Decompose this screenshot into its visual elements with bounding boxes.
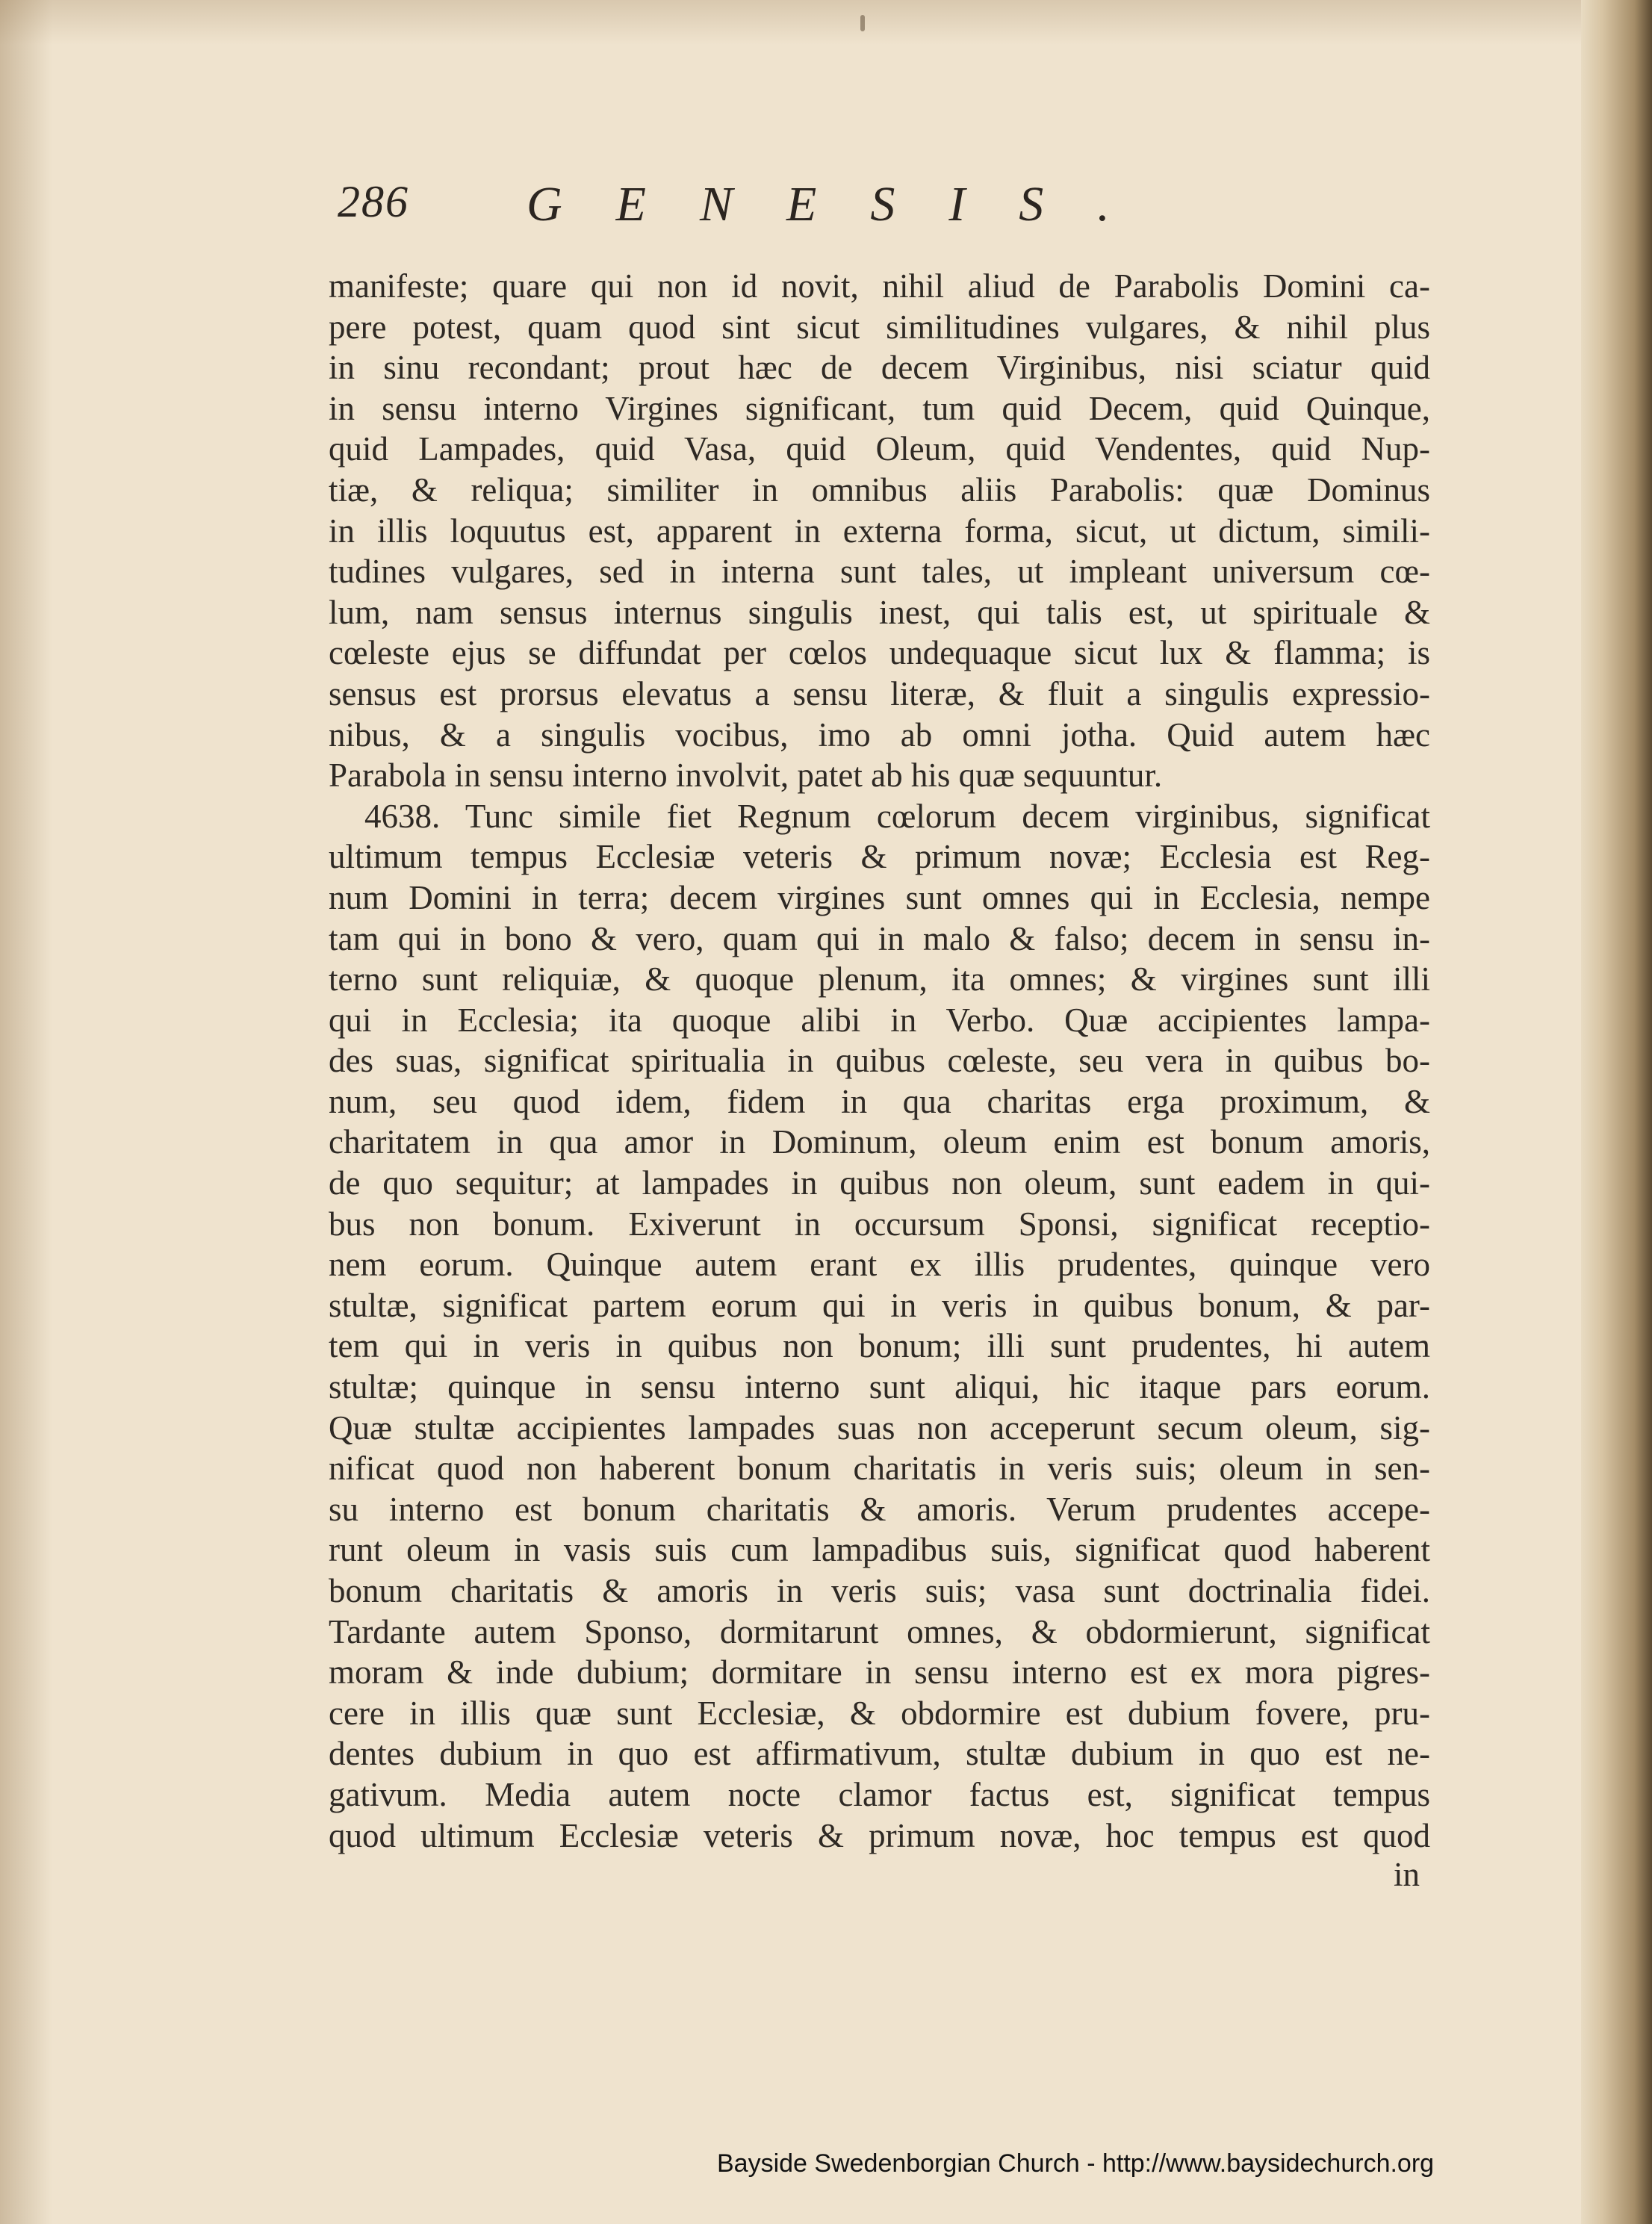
text-line: bus non bonum. Exiverunt in occursum Sponsi, significat receptio- bbox=[329, 1205, 1430, 1243]
text-line: qui in Ecclesia; ita quoque alibi in Verbo. Quæ accipientes lampa- bbox=[329, 1001, 1430, 1039]
text-line: moram & inde dubium; dormitare in sensu interno est ex mora pigres- bbox=[329, 1653, 1430, 1692]
text-line: bonum charitatis & amoris in veris suis; vasa sunt doctrinalia fidei. bbox=[329, 1572, 1430, 1609]
text-line: ultimum tempus Ecclesiæ veteris & primum novæ; Ecclesia est Reg- bbox=[329, 838, 1430, 876]
text-line: su interno est bonum charitatis & amoris. Verum prudentes accepe- bbox=[329, 1490, 1430, 1528]
binding-mark bbox=[860, 15, 865, 31]
running-title: GENESIS. bbox=[527, 177, 1164, 232]
text-line: Parabola in sensu interno involvit, patet ab his quæ sequuntur. bbox=[329, 757, 1163, 795]
text-line: cere in illis quæ sunt Ecclesiæ, & obdormire est dubium fovere, pru- bbox=[329, 1694, 1430, 1732]
text-line: tudines vulgares, sed in interna sunt tales, ut impleant universum cœ- bbox=[329, 553, 1430, 591]
text-line: num, seu quod idem, fidem in qua charitas erga proximum, & bbox=[329, 1082, 1430, 1120]
text-line: de quo sequitur; at lampades in quibus non oleum, sunt eadem in qui- bbox=[329, 1164, 1430, 1202]
text-line: quid Lampades, quid Vasa, quid Oleum, quid Vendentes, quid Nup- bbox=[329, 430, 1430, 468]
text-line: Quæ stultæ accipientes lampades suas non acceperunt secum oleum, sig- bbox=[329, 1408, 1430, 1447]
text-line: quod ultimum Ecclesiæ veteris & primum novæ, hoc tempus est quod bbox=[329, 1816, 1430, 1854]
text-line: terno sunt reliquiæ, & quoque plenum, ita omnes; & virgines sunt illi bbox=[329, 960, 1430, 998]
text-line: nem eorum. Quinque autem erant ex illis prudentes, quinque vero bbox=[329, 1246, 1430, 1284]
text-line: lum, nam sensus internus singulis inest, qui talis est, ut spirituale & bbox=[329, 593, 1430, 631]
text-line: stultæ, significat partem eorum qui in veris in quibus bonum, & par- bbox=[329, 1286, 1430, 1324]
page-top-shade bbox=[0, 0, 1652, 45]
text-line: tiæ, & reliqua; similiter in omnibus aliis Parabolis: quæ Dominus bbox=[329, 470, 1430, 509]
body-text bbox=[329, 266, 1430, 1856]
text-line: des suas, significat spiritualia in quibus cœleste, seu vera in quibus bo- bbox=[329, 1042, 1430, 1080]
text-line: nibus, & a singulis vocibus, imo ab omni jotha. Quid autem hæc bbox=[329, 715, 1430, 754]
text-line: pere potest, quam quod sint sicut similitudines vulgares, & nihil plus bbox=[329, 308, 1430, 346]
text-line: in illis loquutus est, apparent in externa forma, sicut, ut dictum, simili- bbox=[329, 512, 1430, 550]
catchword: in bbox=[1394, 1856, 1420, 1893]
page-gutter-shadow bbox=[1581, 0, 1652, 2224]
text-line: runt oleum in vasis suis cum lampadibus suis, significat quod haberent bbox=[329, 1531, 1430, 1569]
text-line: tem qui in veris in quibus non bonum; illi sunt prudentes, hi autem bbox=[329, 1327, 1430, 1365]
page-number: 286 bbox=[338, 177, 409, 226]
page-left-shade bbox=[0, 0, 52, 2224]
text-line: num Domini in terra; decem virgines sunt omnes qui in Ecclesia, nempe bbox=[329, 878, 1430, 916]
text-line: charitatem in qua amor in Dominum, oleum enim est bonum amoris, bbox=[329, 1123, 1430, 1161]
text-line: stultæ; quinque in sensu interno sunt aliqui, hic itaque pars eorum. bbox=[329, 1368, 1430, 1406]
text-line: gativum. Media autem nocte clamor factus est, significat tempus bbox=[329, 1775, 1430, 1813]
page-header bbox=[329, 176, 1449, 251]
text-line: dentes dubium in quo est affirmativum, stultæ dubium in quo est ne- bbox=[329, 1735, 1430, 1773]
text-line: in sensu interno Virgines significant, tum quid Decem, quid Quinque, bbox=[329, 389, 1430, 427]
text-line: nificat quod non haberent bonum charitatis in veris suis; oleum in sen- bbox=[329, 1450, 1430, 1488]
text-line: in sinu recondant; prout hæc de decem Virginibus, nisi sciatur quid bbox=[329, 349, 1430, 387]
watermark-text: Bayside Swedenborgian Church - http://www.baysidechurch.org bbox=[717, 2149, 1435, 2178]
text-line: 4638. Tunc simile fiet Regnum cœlorum decem virginibus, significat bbox=[364, 797, 1430, 835]
text-line: cœleste ejus se diffundat per cœlos undequaque sicut lux & flamma; is bbox=[329, 634, 1430, 672]
text-line: sensus est prorsus elevatus a sensu literæ, & fluit a singulis expressio- bbox=[329, 674, 1430, 712]
text-line: tam qui in bono & vero, quam qui in malo & falso; decem in sensu in- bbox=[329, 919, 1430, 957]
text-line: manifeste; quare qui non id novit, nihil aliud de Parabolis Domini ca- bbox=[329, 267, 1430, 305]
text-line: Tardante autem Sponso, dormitarunt omnes, & obdormierunt, significat bbox=[329, 1612, 1430, 1650]
